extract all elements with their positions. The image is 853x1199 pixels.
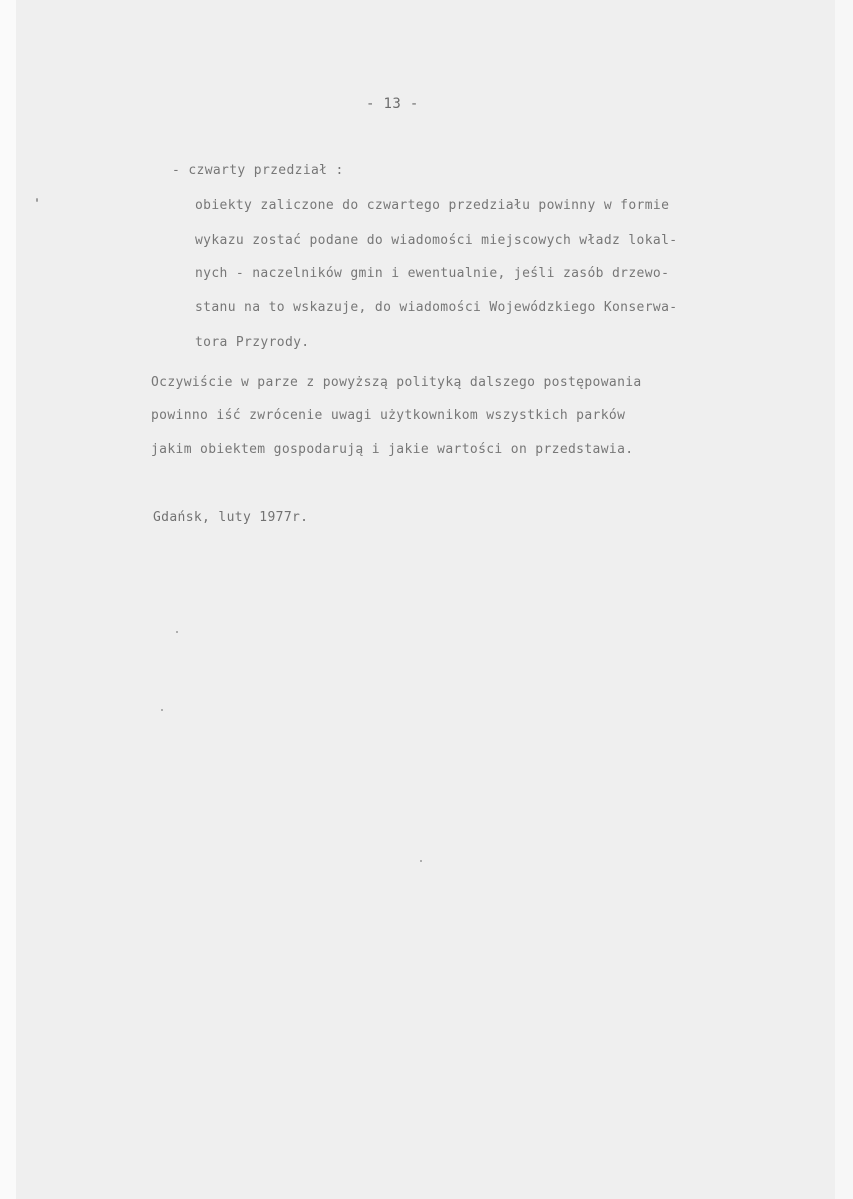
scan-margin-right [835,0,853,1199]
paragraph-line: stanu na to wskazuje, do wiadomości Wojewódzkiego Konserwa- [195,300,678,315]
scan-speck [176,631,178,633]
scan-speck [36,198,38,202]
paragraph-line: nych - naczelników gmin i ewentualnie, jeśli zasób drzewo- [195,266,670,281]
paragraph-line: wykazu zostać podane do wiadomości miejscowych władz lokal- [195,233,678,248]
scan-speck [161,709,163,711]
place-and-date: Gdańsk, luty 1977r. [153,510,309,525]
paragraph-line: tora Przyrody. [195,335,310,350]
section-heading: - czwarty przedział : [172,163,344,178]
paragraph-line: powinno iść zwrócenie uwagi użytkownikom wszystkich parków [151,408,626,423]
scan-speck [420,860,422,862]
paragraph-line: obiekty zaliczone do czwartego przedziału powinny w formie [195,198,670,213]
paragraph-line: Oczywiście w parze z powyższą polityką dalszego postępowania [151,375,642,390]
paragraph-line: jakim obiektem gospodarują i jakie wartości on przedstawia. [151,442,634,457]
scan-margin-left [0,0,16,1199]
page-number: - 13 - [366,96,419,112]
